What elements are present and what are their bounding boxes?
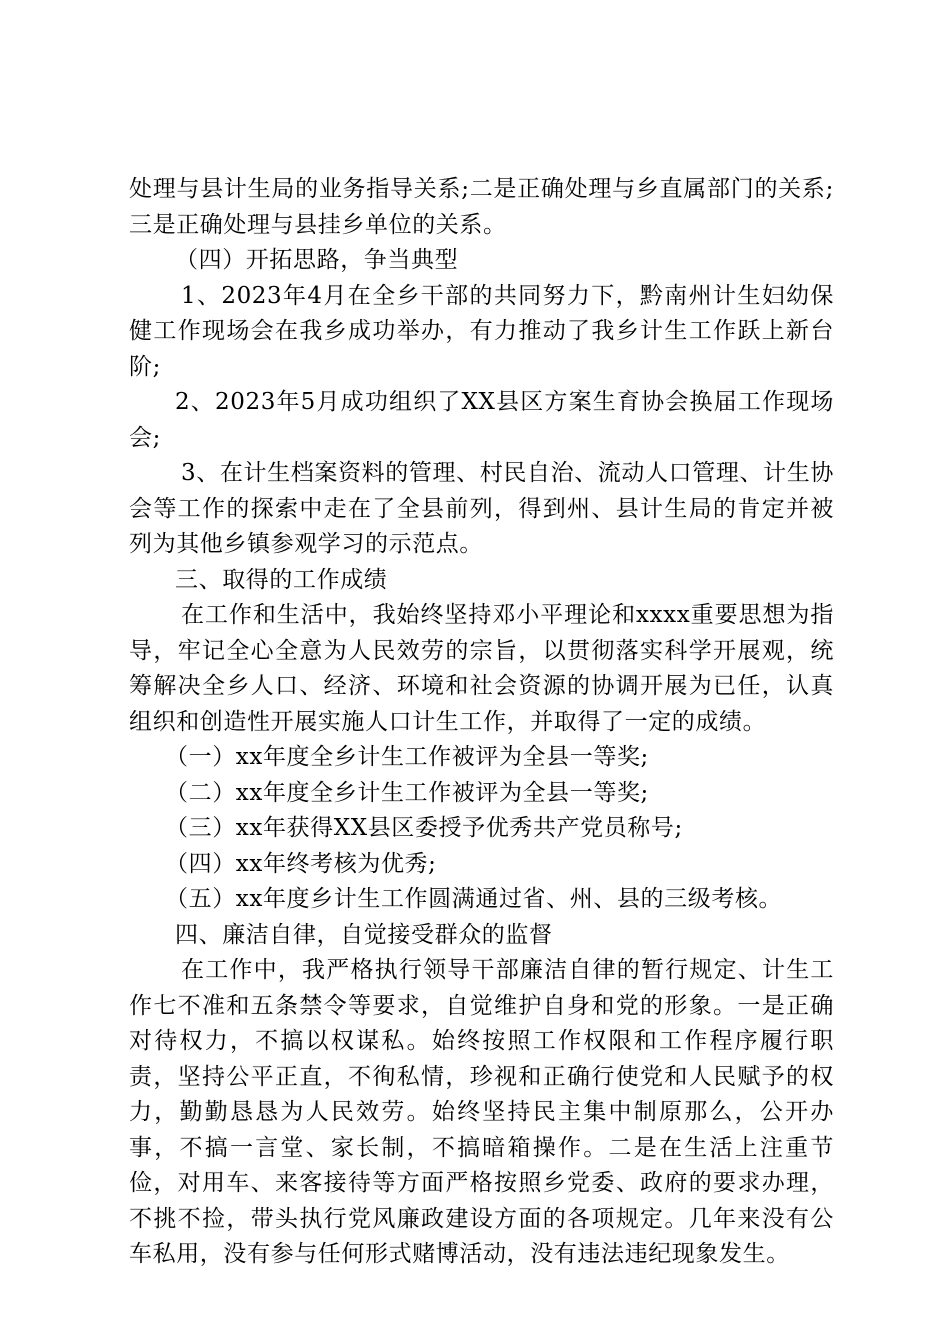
paragraph-achievements: 在工作和生活中，我始终坚持邓小平理论和xxxx重要思想为指导，牢记全心全意为人民效劳的宗旨，以贯彻落实科学开展观，统筹解决全乡人口、经济、环境和社会资源的协调开展为已任，认真组织和创造性开展实施人口计生工作，并取得了一定的成绩。 xyxy=(129,602,834,735)
document-body xyxy=(129,172,834,1273)
paragraph-item-3: 3、在计生档案资料的管理、村民自治、流动人口管理、计生协会等工作的探索中走在了全县前列，得到州、县计生局的肯定并被列为其他乡镇参观学习的示范点。 xyxy=(129,460,834,557)
list-item-achievement-5: （五）xx年度乡计生工作圆满通过省、州、县的三级考核。 xyxy=(165,886,783,912)
list-item-achievement-4: （四）xx年终考核为优秀; xyxy=(165,850,437,877)
section-heading-4: （四）开拓思路，争当典型 xyxy=(175,247,459,273)
section-heading-integrity: 四、廉洁自律，自觉接受群众的监督 xyxy=(175,921,553,948)
list-item-achievement-1: （一）xx年度全乡计生工作被评为全县一等奖; xyxy=(165,744,649,770)
paragraph-integrity: 在工作中，我严格执行领导干部廉洁自律的暂行规定、计生工作七不准和五条禁令等要求，自觉维护自身和党的形象。一是正确对待权力，不搞以权谋私。始终按照工作权限和工作程序履行职责，坚持公平正直，不徇私情，珍视和正确行使党和人民赋予的权力，勤勤恳恳为人民效劳。始终坚持民主集中制原那么，公开办事，不搞一言堂、家长制，不搞暗箱操作。二是在生活上注重节俭，对用车、来客接待等方面严格按照乡党委、政府的要求办理，不挑不捡，带头执行党风廉政建设方面的各项规定。几年来没有公车私用，没有参与任何形式赌博活动，没有违法违纪现象发生。 xyxy=(129,957,834,1267)
paragraph-continuation: 处理与县计生局的业务指导关系;二是正确处理与乡直属部门的关系;三是正确处理与县挂乡单位的关系。 xyxy=(129,176,834,238)
section-heading-achievements: 三、取得的工作成绩 xyxy=(175,566,388,593)
paragraph-item-1: 1、2023年4月在全乡干部的共同努力下，黔南州计生妇幼保健工作现场会在我乡成功举办，有力推动了我乡计生工作跃上新台阶; xyxy=(129,282,834,380)
paragraph-item-2: 2、2023年5月成功组织了XX县区方案生育协会换届工作现场会; xyxy=(129,389,834,451)
list-item-achievement-3: （三）xx年获得XX县区委授予优秀共产党员称号; xyxy=(165,815,683,841)
list-item-achievement-2: （二）xx年度全乡计生工作被评为全县一等奖; xyxy=(165,779,649,806)
